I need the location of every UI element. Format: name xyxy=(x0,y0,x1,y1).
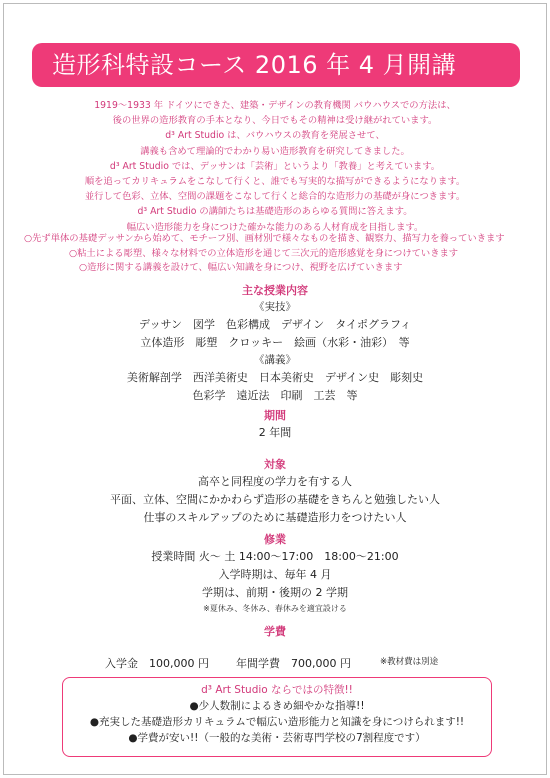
intro-paragraph xyxy=(30,98,520,235)
target-title: 対象 xyxy=(264,458,286,471)
feature-item: ●充実した基礎造形カリキュラムで幅広い造形能力と知識を身につけられます!! xyxy=(89,716,465,728)
course-line: 入学時期は、毎年 4 月 xyxy=(218,568,332,581)
intro-line: 順を追ってカリキュラムをこなして行くと、誰でも写実的な描写ができるようになります。 xyxy=(84,176,466,188)
target-line: 仕事のスキルアップのために基礎造形力をつけたい人 xyxy=(143,511,407,524)
intro-line: d³ Art Studio は、バウハウスの教育を発展させて、 xyxy=(165,130,385,142)
fees-section xyxy=(20,624,530,640)
annual-fee: 年間学費 700,000 円 xyxy=(236,657,351,670)
intro-line: 講義も含めて理論的でわかり易い造形教育を研究してきました。 xyxy=(140,145,410,157)
period-value: 2 年間 xyxy=(258,426,292,439)
materials-note: ※教材費は別途 xyxy=(380,657,439,667)
features-title: d³ Art Studio ならではの特徴!! xyxy=(201,684,353,696)
intro-line: 1919～1933 年 ドイツにできた、建築・デザインの教育機関 バウハウスでの方法は、 xyxy=(94,100,456,111)
target-section xyxy=(20,457,530,527)
practical-line: 立体造形 彫塑 クロッキー 絵画（水彩・油彩） 等 xyxy=(140,336,410,349)
subjects-title: 主な授業内容 xyxy=(242,284,308,297)
course-line: 学期は、前期・後期の 2 学期 xyxy=(202,586,348,599)
intro-line: d³ Art Studio の講師たちは基礎造形のあらゆる質問に答えます。 xyxy=(137,206,413,218)
feature-item: ●少人数制によるきめ細やかな指導!! xyxy=(189,700,365,712)
admission-fee: 入学金 100,000 円 xyxy=(105,657,209,670)
intro-line: 後の世界の造形教育の手本となり、今日でもその精神は受け継がれています。 xyxy=(112,115,438,127)
lecture-heading: 《講義》 xyxy=(254,354,296,366)
bullet-item: ○造形に関する講義を設けて、幅広い知識を身につけ、視野を広げていきます xyxy=(79,262,403,273)
target-line: 平面、立体、空間にかかわらず造形の基礎をきちんと勉強したい人 xyxy=(110,493,440,506)
subjects-section xyxy=(20,283,530,405)
page-title: 造形科特設コース 2016 年 4 月開講 xyxy=(32,43,520,87)
fees-title: 学費 xyxy=(264,625,286,638)
intro-line: 並行して色彩、立体、空間の課題をこなして行くと総合的な造形力の基礎が身につきます。 xyxy=(84,191,466,203)
course-section xyxy=(20,532,530,616)
bullet-item: ○先ず単体の基礎デッサンから始めて、モチーフ別、画材別で様々なものを描き、観察力、描写力を養っていきます xyxy=(24,233,505,244)
period-section xyxy=(20,408,530,442)
feature-item: ●学費が安い!!（一般的な美術・芸術専門学校の7割程度です） xyxy=(128,732,426,744)
method-bullets xyxy=(24,232,534,276)
lecture-line: 美術解剖学 西洋美術史 日本美術史 デザイン史 彫刻史 xyxy=(126,371,424,384)
features-box xyxy=(62,677,492,757)
lecture-line: 色彩学 遠近法 印刷 工芸 等 xyxy=(192,389,358,402)
bullet-item: ○粘土による彫塑、様々な材料での立体造形を通じて三次元的造形感覚を身につけていきます xyxy=(69,247,459,259)
course-note: ※夏休み、冬休み、春休みを適宜設ける xyxy=(203,604,347,613)
intro-line: 幅広い造形能力を身につけた確かな能力のある人材育成を目指します。 xyxy=(126,221,424,233)
course-line: 授業時間 火～ 土 14:00～17:00 18:00～21:00 xyxy=(151,550,399,563)
practical-heading: 《実技》 xyxy=(254,301,296,313)
target-line: 高卒と同程度の学力を有する人 xyxy=(198,475,352,488)
practical-line: デッサン 図学 色彩構成 デザイン タイポグラフィ xyxy=(138,318,412,331)
course-title: 修業 xyxy=(264,533,286,546)
fees-row xyxy=(0,655,550,673)
period-title: 期間 xyxy=(264,409,286,422)
intro-line: d³ Art Studio では、デッサンは「芸術」というより「教養」と考えています。 xyxy=(109,160,441,172)
